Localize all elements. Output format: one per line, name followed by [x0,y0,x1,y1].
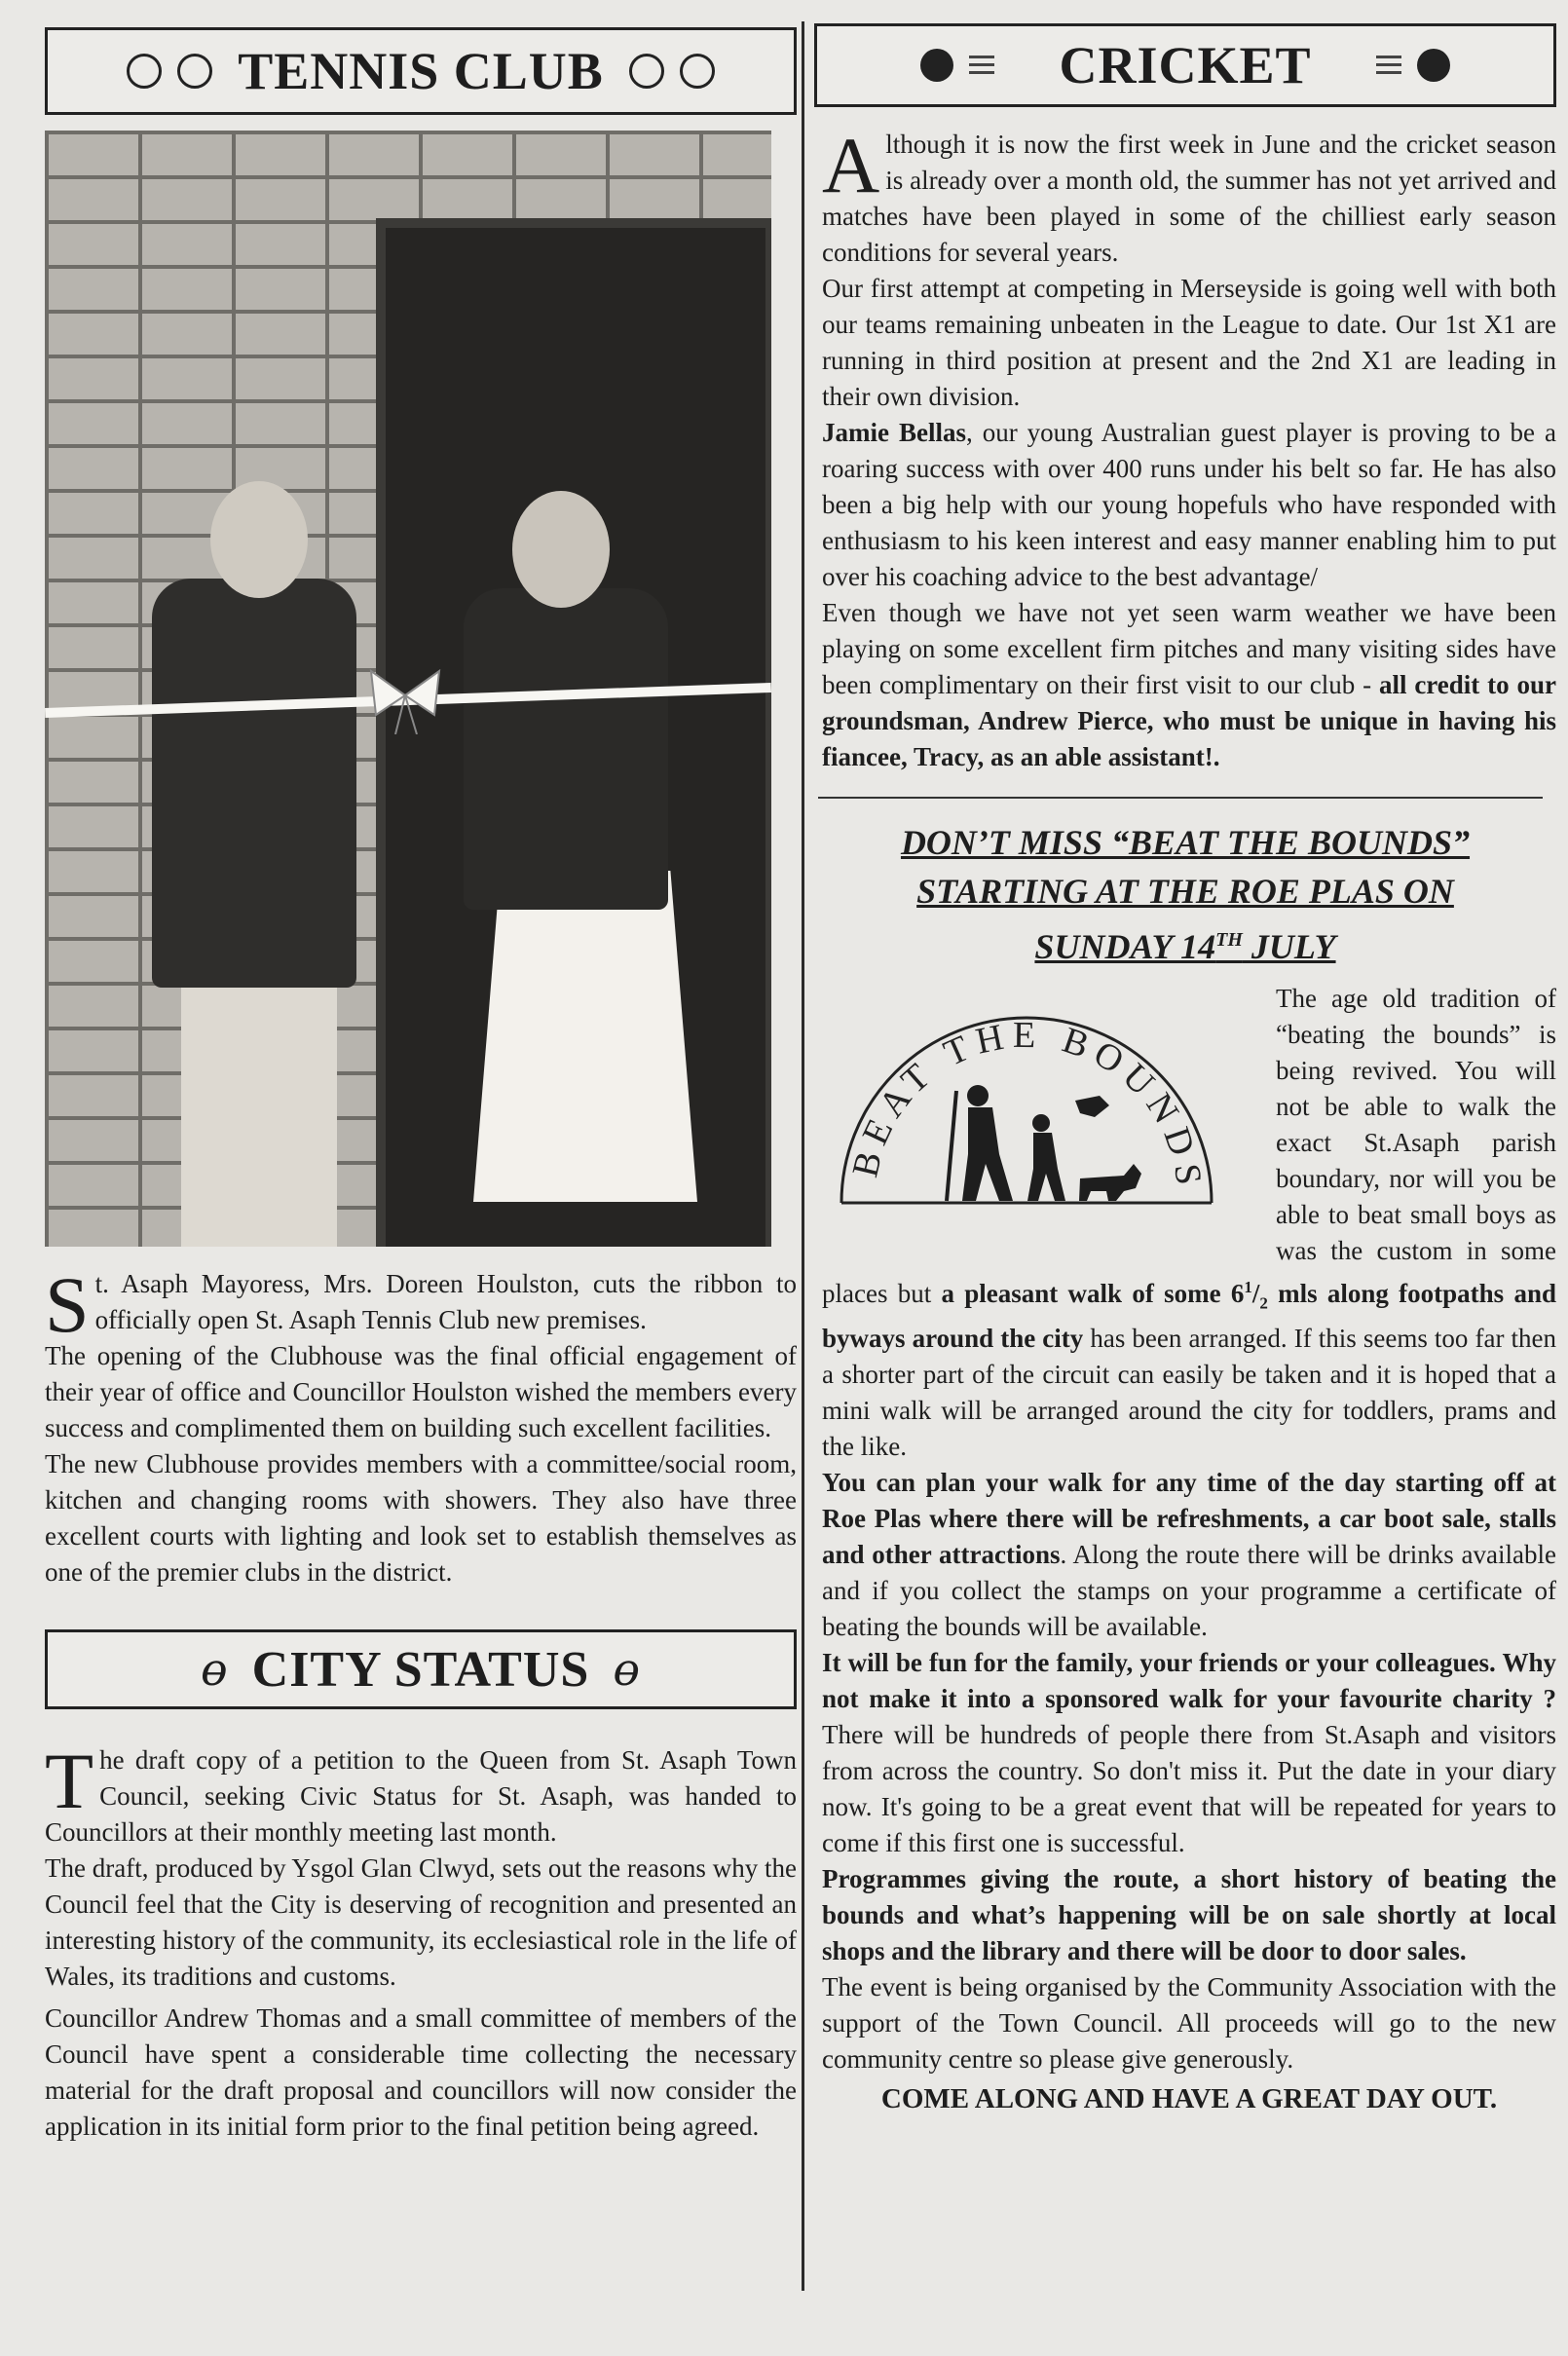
fraction-denominator: 2 [1259,1293,1268,1313]
tennis-article [45,1260,797,1590]
paragraph-bold-text: Programmes giving the route, a short history of beating the bounds and what’s happening will be on sale shortly at local shops and the library and there will be door to door sales. [822,1864,1556,1966]
drop-cap: S [45,1260,90,1349]
bounds-paragraph [822,1645,1556,1861]
cricket-paragraph: Our first attempt at competing in Merseyside is going well with both our teams remaining unbeaten in the League to date. Our 1st X1 are running in third position at present and the 2nd X1 are leading in their own division. [822,274,1556,411]
cricket-paragraph [822,121,1556,271]
walkers-logo-icon [832,1008,1221,1213]
tennis-paragraph: The opening of the Clubhouse was the final official engagement of their year of office and Councillor Houlston wished the members every success and complimented them on building such excellent facilities. [45,1341,797,1442]
beat-the-bounds-headline [814,818,1556,971]
ribbon-cutting-photo [45,131,771,1247]
fraction-slash: / [1251,1279,1260,1308]
city-status-article [45,1737,797,2145]
bounds-paragraph [822,1861,1556,1969]
paragraph-bold-text: all credit to our groundsman, Andrew Pierce, who must be unique in having his fiancee, Tracy, as an able assistant!. [822,670,1556,771]
bounds-paragraph [822,1465,1556,1645]
city-status-paragraph: Councillor Andrew Thomas and a small committee of members of the Council have spent a considerable time collecting the necessary material for the draft proposal and councillors will now consider the application in its initial form prior to the final petition being agreed. [45,2003,797,2141]
column-divider [802,21,804,2291]
headline-superscript: TH [1215,929,1243,951]
paragraph-bold-text: It will be fun for the family, your friends or your colleagues. Why not make it into a sponsored walk for your favourite charity ? [822,1648,1556,1714]
bold-text: mls along footpaths and byways around the city [822,1279,1556,1354]
city-status-heading-box [45,1629,797,1709]
ring-ornament-icon [127,54,162,89]
headline-text: JULY [1242,927,1336,966]
ring-ornament-icon [629,54,664,89]
woman-head [512,491,610,608]
beat-the-bounds-article [814,981,1556,2117]
man-figure [152,579,356,988]
tennis-club-heading: TENNIS CLUB [238,42,604,100]
right-column [814,23,1556,2117]
woman-figure-skirt [473,871,697,1202]
cricket-heading-box [814,23,1556,107]
city-status-paragraph: The draft, produced by Ysgol Glan Clwyd, sets out the reasons why the Council feel that the City is deserving of recognition and presented an interesting history of the community, its ecclesiastical role in the life of Wales, its traditions and customs. [45,1853,797,1991]
three-lines-icon [969,56,994,75]
flourish-ornament-icon: ɵ [200,1643,229,1696]
bullet-dot-icon [920,49,953,82]
cricket-heading: CRICKET [1059,36,1312,94]
section-divider [818,797,1543,799]
left-column [45,23,797,2145]
drop-cap: A [822,121,880,209]
photo-caption [45,1260,797,1349]
logo-text: BEAT THE BOUNDS [844,1014,1211,1195]
fraction-numerator: 1 [1244,1278,1252,1296]
bounds-paragraph: The event is being organised by the Community Association with the support of the Town Council. All proceeds will go to the new community centre so please give generously. [822,1972,1556,2075]
cricket-article [814,121,1556,775]
closing-line: COME ALONG AND HAVE A GREAT DAY OUT. [880,2083,1498,2115]
ring-ornament-icon [680,54,715,89]
flourish-ornament-icon: ɵ [613,1643,642,1696]
paragraph-text: Even though we have not yet seen warm weather we have been playing on some excellent firm pitches and many visiting sides have been complimentary on their first visit to our club - [822,598,1556,699]
paragraph-text: he draft copy of a petition to the Queen from St. Asaph Town Council, seeking Civic Status for St. Asaph, was handed to Councillors at their monthly meeting last month. [45,1745,797,1847]
three-lines-icon [1376,56,1401,75]
man-head [210,481,308,598]
headline-line: STARTING AT THE ROE PLAS ON [916,872,1454,911]
paragraph-text: There will be hundreds of people there from St.Asaph and visitors from across the country. So don't miss it. Put the date in your diary now. It's going to be a great event that will be repeated for years to come if this first one is successful. [822,1720,1556,1858]
headline-line: DON’T MISS “BEAT THE BOUNDS” [900,823,1471,862]
player-name: Jamie Bellas [822,418,966,447]
paragraph-bold-text: You can plan your walk for any time of the day starting off at Roe Plas where there will be refreshments, a car boot sale, stalls and other attractions [822,1468,1556,1570]
bold-text: a pleasant walk of some 6 [941,1279,1245,1308]
woman-figure [464,588,668,910]
city-status-paragraph [45,1737,797,1851]
beat-the-bounds-logo [822,989,1270,1234]
tennis-club-heading-box [45,27,797,115]
ribbon-bow-icon [366,656,444,734]
city-status-heading: CITY STATUS [251,1641,590,1698]
paragraph-text: lthough it is now the first week in June and the cricket season is already over a month old, the summer has not yet arrived and matches have been played in some of the chilliest early season conditions for several years. [822,130,1556,267]
ring-ornament-icon [177,54,212,89]
paragraph-text: , our young Australian guest player is proving to be a roaring success with over 400 runs under his belt so far. He has also been a big help with our young hopefuls who have responded with enthusiasm to his keen interest and easy manner enabling him to put over his coaching advice to the best advantage/ [822,418,1556,591]
bullet-dot-icon [1417,49,1450,82]
headline-text: SUNDAY 14 [1034,927,1216,966]
paragraph-text: has been arranged. If this seems too far then a shorter part of the circuit can easily be taken and it is hoped that a mini walk will be arranged around the city for toddlers, prams and the like. [822,1324,1556,1462]
caption-text: t. Asaph Mayoress, Mrs. Doreen Houlston, cuts the ribbon to officially open St. Asaph Tennis Club new premises. [94,1269,797,1334]
paragraph-text: . Along the route there will be drinks available and if you collect the stamps on your programme a certificate of beating the bounds will be available. [822,1540,1556,1642]
tennis-paragraph: The new Clubhouse provides members with a committee/social room, kitchen and changing rooms with showers. They also have three excellent courts with lighting and look set to establish themselves as one of the premier clubs in the district. [45,1449,797,1587]
headline-line [814,916,1556,971]
cricket-paragraph [822,415,1556,595]
drop-cap: T [45,1737,94,1825]
cricket-paragraph [822,595,1556,775]
paragraph-text: The age old tradition of “beating the bounds” is being revived. You will not be able to walk the exact St.Asaph parish boundary, nor will you be able to beat small boys as was the custom in some places but [822,984,1556,1308]
